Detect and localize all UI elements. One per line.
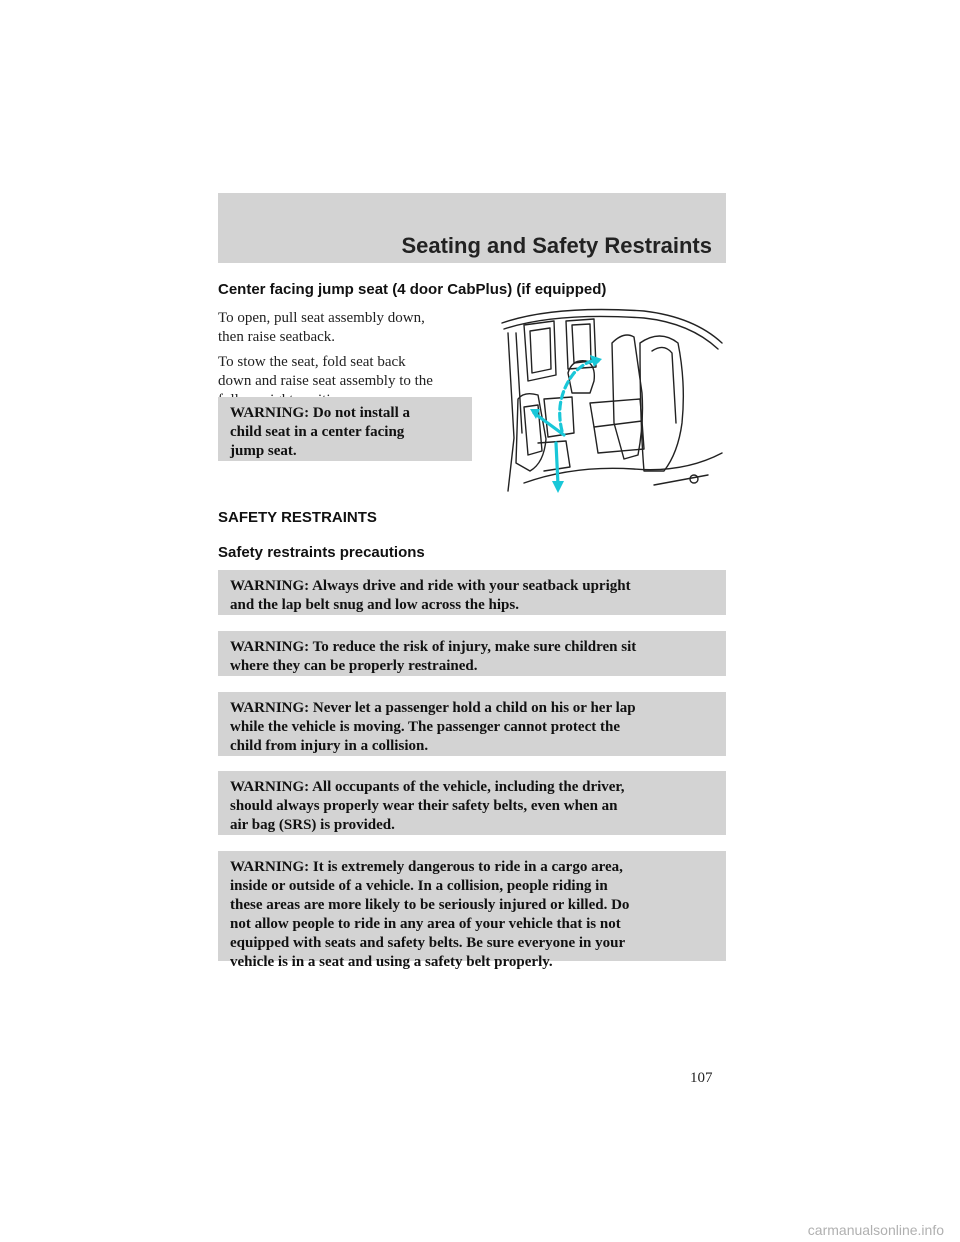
jump-seat-heading: Center facing jump seat (4 door CabPlus) (if equipped) [218, 281, 607, 298]
warning-seatback: WARNING: Always drive and ride with your seatback upright and the lap belt snug and low across the hips. [218, 570, 726, 615]
watermark-text: carmanualsonline.info [807, 1222, 944, 1238]
stow-instructions: To stow the seat, fold seat back down and raise seat assembly to the [218, 354, 433, 389]
open-instructions: To open, pull seat assembly down, then raise seatback. [218, 310, 425, 345]
warning-cargo-area: WARNING: It is extremely dangerous to ride in a cargo area, inside or outside of a vehicle. In a collision, people riding in these areas are more likely to be seriously injured or killed. Do not allow people to ride in any area of your vehicle that is not equipped with seats and safety belts. Be sure everyone in your vehicle is in a seat and using a safety belt properly. [218, 851, 726, 961]
section-header-band [218, 193, 726, 263]
warning-lap-child: WARNING: Never let a passenger hold a child on his or her lap while the vehicle is moving. The passenger cannot protect the child from injury in a collision. [218, 692, 726, 756]
jump-seat-illustration [494, 303, 728, 493]
safety-restraints-heading: SAFETY RESTRAINTS [218, 509, 377, 526]
page-number: 107 [690, 1070, 713, 1086]
jump-seat-warning: WARNING: Do not install a child seat in a center facing jump seat. [218, 397, 472, 461]
warning-occupants: WARNING: All occupants of the vehicle, including the driver, should always properly wear their safety belts, even when an air bag (SRS) is provided. [218, 771, 726, 835]
warning-children: WARNING: To reduce the risk of injury, make sure children sit where they can be properly restrained. [218, 631, 726, 676]
precautions-subheading: Safety restraints precautions [218, 544, 425, 561]
watermark-bar [0, 1222, 960, 1242]
section-title: Seating and Safety Restraints [401, 233, 712, 258]
